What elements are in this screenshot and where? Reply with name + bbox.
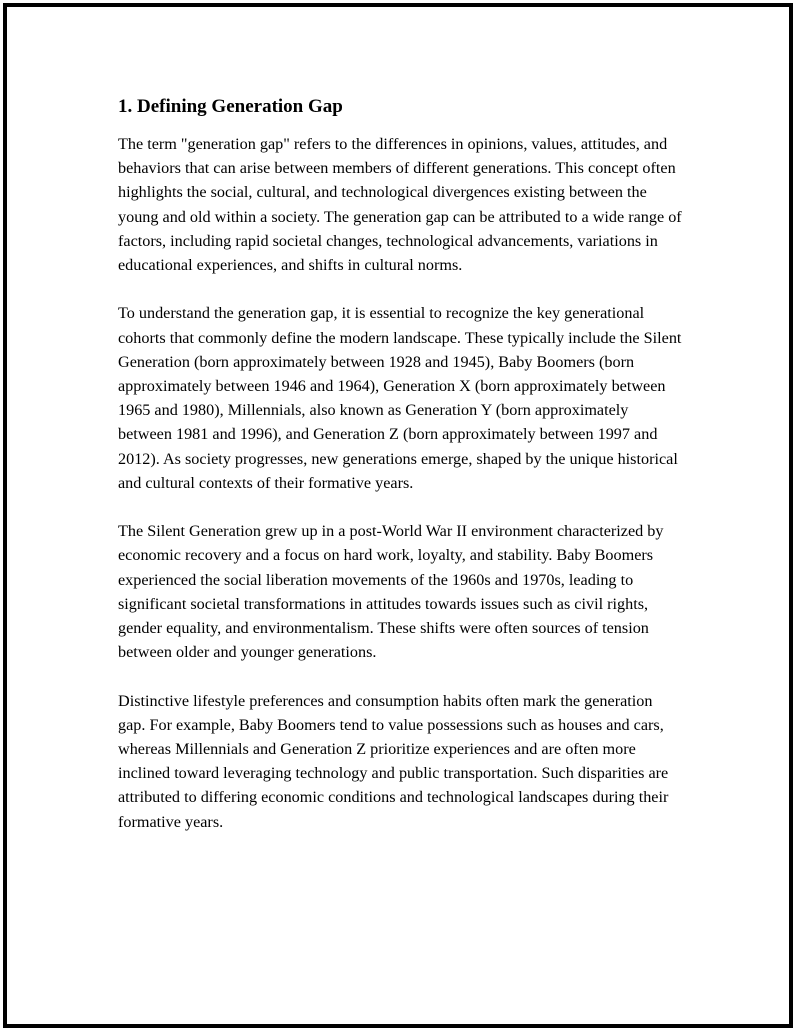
paragraph-definition: The term "generation gap" refers to the differences in opinions, values, attitudes, and behaviors that can arise between members of different generations. This concept often highlights the social, cultural, and technological divergences existing between the young and old within a society. The generation gap can be attributed to a wide range of factors, including rapid societal changes, technological advancements, variations in educational experiences, and shifts in cultural norms.: [118, 135, 682, 275]
paragraph-silent-and-boomers: The Silent Generation grew up in a post-World War II environment characterized by economic recovery and a focus on hard work, loyalty, and stability. Baby Boomers experienced the social liberation movements of the 1960s and 1970s, leading to significant societal transformations in attitudes towards issues such as civil rights, gender equality, and environmentalism. These shifts were often sources of tension between older and younger generations.: [118, 522, 664, 662]
paragraph-generational-cohorts: To understand the generation gap, it is essential to recognize the key generational cohorts that commonly define the modern landscape. These typically include the Silent Generation (born approximately between 1928 and 1945), Baby Boomers (born approximately between 1946 and 1964), Generation X (born approximately between 1965 and 1980), Millennials, also known as Generation Y (born approximately between 1981 and 1996), and Generation Z (born approximately between 1997 and 2012). As society progresses, new generations emerge, shaped by the unique historical and cultural contexts of their formative years.: [118, 304, 682, 492]
document-body: [118, 93, 683, 858]
section-heading: 1. Defining Generation Gap: [118, 96, 343, 117]
paragraph-lifestyle-preferences: Distinctive lifestyle preferences and consumption habits often mark the generation gap. For example, Baby Boomers tend to value possessions such as houses and cars, whereas Millennials and Generation Z prioritize experiences and are often more inclined toward leveraging technology and public transportation. Such disparities are attributed to differing economic conditions and technological landscapes during their formative years.: [118, 691, 669, 831]
